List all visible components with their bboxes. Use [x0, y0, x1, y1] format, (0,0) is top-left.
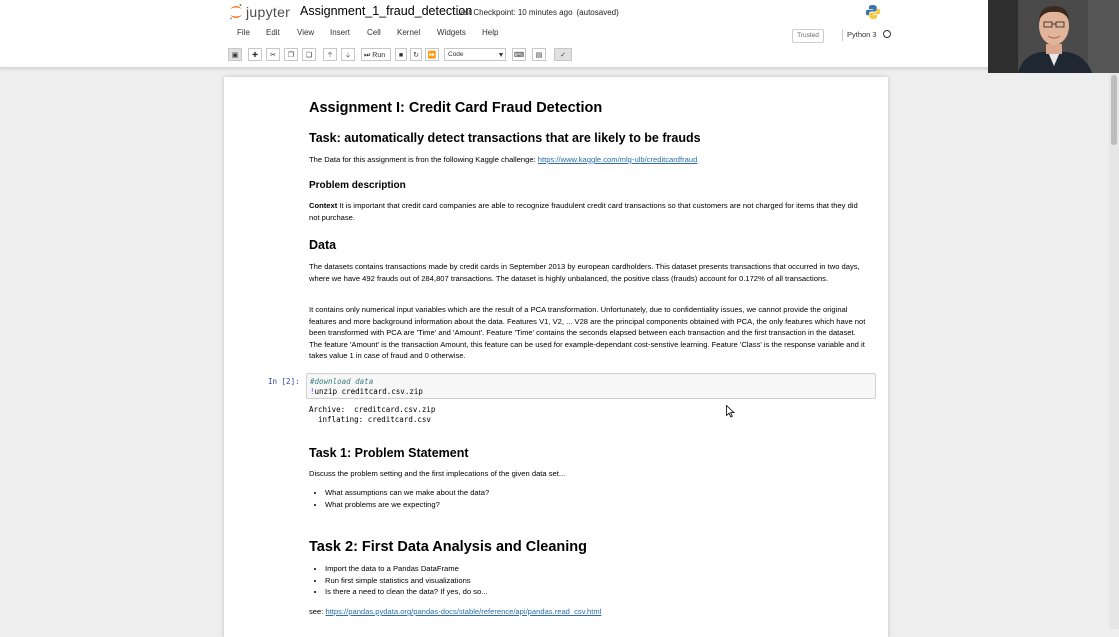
run-button[interactable] [361, 48, 391, 61]
see-label: see: [309, 607, 326, 616]
trusted-indicator[interactable]: Trusted [792, 29, 824, 43]
command-palette-button[interactable] [512, 48, 526, 61]
chart-icon: ▤ [535, 52, 543, 59]
scrollbar-thumb[interactable] [1111, 75, 1117, 145]
task2-list [309, 563, 885, 598]
task1-heading: Task 1: Problem Statement [309, 446, 469, 460]
webcam-overlay [988, 0, 1119, 73]
save-button[interactable] [228, 48, 242, 61]
chevron-down-icon [499, 53, 503, 57]
data-heading: Data [309, 238, 337, 252]
task-heading: Task: automatically detect transactions that are likely to be frauds [309, 131, 701, 145]
interrupt-button[interactable] [395, 48, 407, 61]
notebook-toolbar [228, 48, 588, 62]
notebook-title: Assignment I: Credit Card Fraud Detection [309, 100, 603, 116]
mouse-cursor-icon [726, 405, 735, 423]
save-icon: ▣ [231, 52, 239, 59]
input-prompt: In [2]: [268, 377, 300, 386]
cut-button[interactable] [266, 48, 280, 61]
autosaved-text: (autosaved) [576, 8, 619, 17]
paste-icon: ❏ [305, 52, 313, 59]
move-down-icon: 🡣 [345, 52, 351, 59]
data-source-text: The Data for this assignment is fron the following Kaggle challenge: [309, 155, 538, 164]
chart-button[interactable] [532, 48, 546, 61]
context-label: Context [309, 201, 338, 210]
move-down-button[interactable] [341, 48, 355, 61]
stop-icon: ■ [398, 52, 404, 59]
copy-button[interactable] [284, 48, 298, 61]
copy-icon: ❐ [287, 52, 295, 59]
task2-heading: Task 2: First Data Analysis and Cleaning [309, 539, 587, 555]
jupyter-logo[interactable] [229, 3, 290, 21]
jupyter-wordmark: jupyter [246, 4, 291, 20]
run-label: Run [372, 52, 386, 59]
kernel-status-icon [883, 30, 891, 38]
fast-forward-icon: ⏩ [427, 52, 437, 59]
menu-view[interactable]: View [297, 28, 315, 37]
notebook-name[interactable]: Assignment_1_fraud_detection [300, 4, 473, 18]
list-item: • What problems are we expecting? [325, 499, 885, 511]
menu-edit[interactable]: Edit [266, 28, 280, 37]
checkpoint-status [456, 8, 619, 17]
kernel-name: Python 3 [847, 30, 877, 39]
check-icon: ✓ [560, 52, 566, 59]
notebook-header [0, 0, 1119, 68]
menu-file[interactable]: File [237, 28, 250, 37]
run-icon: ⏭ [364, 52, 371, 59]
context-text: It is important that credit card companies are able to recognize fraudulent credit card transactions so that customers are not charged for items that they did not purchase. [309, 201, 858, 222]
presenter-video [988, 0, 1119, 73]
menu-help[interactable]: Help [482, 28, 499, 37]
code-command-line [310, 387, 872, 397]
task1-list [309, 487, 885, 510]
jupyter-logo-icon [229, 3, 243, 21]
data-source-paragraph [309, 154, 869, 166]
restart-button[interactable] [410, 48, 422, 61]
list-item: • What assumptions can we make about the data? [325, 487, 885, 499]
menu-insert[interactable]: Insert [330, 28, 351, 37]
code-comment: #download data [310, 377, 374, 386]
list-item: • Import the data to a Pandas DataFrame [325, 563, 885, 575]
cut-icon: ✂ [270, 52, 276, 59]
insert-cell-button[interactable] [248, 48, 262, 61]
restart-icon: ↻ [413, 52, 419, 59]
kernel-indicator[interactable] [842, 29, 891, 41]
context-paragraph [309, 200, 869, 223]
cell-type-select[interactable] [444, 48, 506, 61]
move-up-button[interactable] [323, 48, 337, 61]
problem-heading: Problem description [309, 180, 406, 191]
code-command: unzip creditcard.csv.zip [314, 387, 423, 396]
data-paragraph-2: It contains only numerical input variables which are the result of a PCA transformation. Unfortunately, due to confidentiality issues, we cannot provide the original features and more background information about the data. Features V1, V2, ... V28 are the principal components obtained with PCA, the only features which have not been transformed with PCA are 'Time' and 'Amount'. Feature 'Time' contains the seconds elapsed between each transaction and the first transaction in the dataset. The feature 'Amount' is the transaction Amount, this feature can be used for example-dependant cost-senstive learning. Feature 'Class' is the response variable and it takes value 1 in case of fraud and 0 otherwise. [309, 305, 866, 360]
menu-kernel[interactable]: Kernel [397, 28, 421, 37]
code-cell-editor[interactable] [306, 373, 876, 399]
see-paragraph [309, 606, 869, 618]
menu-cell[interactable]: Cell [367, 28, 381, 37]
task1-text: Discuss the problem setting and the first implecations of the given data set... [309, 469, 566, 478]
paste-button[interactable] [302, 48, 316, 61]
kaggle-link[interactable]: https://www.kaggle.com/mlg-ulb/creditcardfraud [537, 155, 698, 164]
restart-run-all-button[interactable] [425, 48, 439, 61]
page-scrollbar[interactable] [1109, 73, 1119, 629]
list-item: • Is there a need to clean the data? If yes, do so... [325, 586, 885, 598]
data-paragraph-1: The datasets contains transactions made by credit cards in September 2013 by european cardholders. This dataset presents transactions that occurred in two days, where we have 492 frauds out of 284,807 transactions. The dataset is highly unbalanced, the positive class (frauds) account for 0.172% of all transactions. [309, 262, 860, 283]
add-cell-icon: ✚ [252, 52, 258, 59]
cell-type-value: Code [448, 51, 464, 58]
code-bang: ! [310, 387, 315, 396]
checkpoint-text: Last Checkpoint: 10 minutes ago [456, 8, 573, 17]
move-up-icon: 🡡 [327, 52, 333, 59]
notebook-container[interactable] [224, 77, 888, 637]
menu-widgets[interactable]: Widgets [437, 28, 466, 37]
pandas-doc-link[interactable]: https://pandas.pydata.org/pandas-docs/stable/reference/api/pandas.read_csv.html [325, 607, 602, 616]
python-logo-icon [865, 4, 881, 20]
list-item: • Run first simple statistics and visualizations [325, 575, 885, 587]
cell-output: Archive: creditcard.csv.zip inflating: creditcard.csv [309, 405, 436, 424]
keyboard-icon: ⌨ [513, 52, 525, 59]
check-button[interactable] [554, 48, 572, 61]
